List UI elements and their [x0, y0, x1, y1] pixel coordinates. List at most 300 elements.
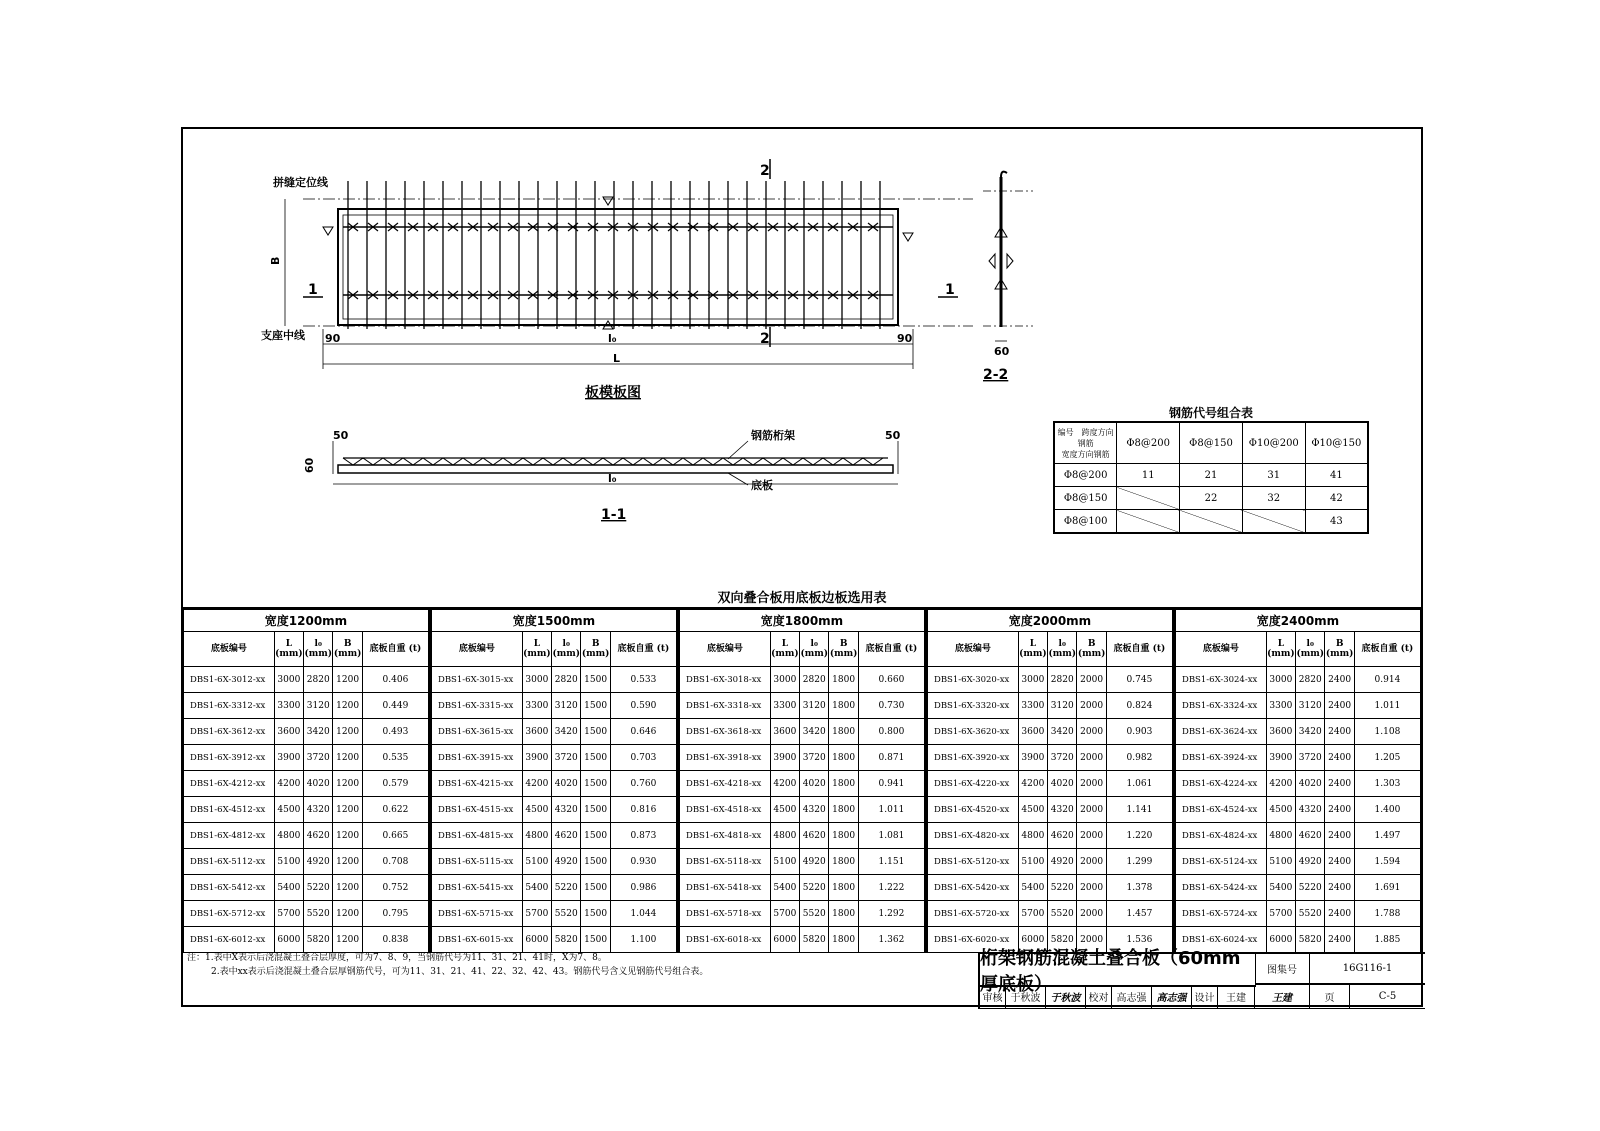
- table-cell: 5700: [522, 901, 551, 927]
- col-L: L (mm): [770, 632, 799, 667]
- table-cell: 3420: [1296, 719, 1325, 745]
- table-cell: 0.982: [1106, 745, 1172, 771]
- table-row: [928, 823, 1173, 849]
- table-cell: DBS1-6X-3020-xx: [928, 667, 1019, 693]
- table-row: [432, 875, 677, 901]
- truss-marks: [348, 223, 878, 299]
- table-cell: 1500: [581, 875, 610, 901]
- table-cell: 1.205: [1354, 745, 1420, 771]
- selection-table-group: [183, 609, 431, 953]
- group-title: 宽度1500mm: [432, 610, 677, 632]
- table-row: [1176, 849, 1421, 875]
- table-cell: 4920: [304, 849, 333, 875]
- table-cell: DBS1-6X-3012-xx: [184, 667, 275, 693]
- table-cell: 3600: [770, 719, 799, 745]
- table-cell: 3420: [304, 719, 333, 745]
- table-cell: 2000: [1077, 927, 1106, 953]
- table-cell: DBS1-6X-5120-xx: [928, 849, 1019, 875]
- table-cell: DBS1-6X-6015-xx: [432, 927, 523, 953]
- table-cell: 5520: [1296, 901, 1325, 927]
- rebar-cell: 21: [1180, 464, 1243, 487]
- dim-l0: l₀: [608, 332, 617, 345]
- table-cell: DBS1-6X-4824-xx: [1176, 823, 1267, 849]
- table-cell: 1.011: [858, 797, 924, 823]
- table-cell: 5520: [800, 901, 829, 927]
- rebar-cell-empty: [1117, 487, 1180, 510]
- table-cell: 3420: [552, 719, 581, 745]
- table-cell: 3000: [522, 667, 551, 693]
- rebar-col: Φ8@200: [1117, 422, 1180, 464]
- table-cell: 1.292: [858, 901, 924, 927]
- col-B: B (mm): [1325, 632, 1354, 667]
- table-cell: DBS1-6X-4520-xx: [928, 797, 1019, 823]
- rebar-row-label: Φ8@150: [1054, 487, 1117, 510]
- table-cell: 0.903: [1106, 719, 1172, 745]
- col-L: L (mm): [1266, 632, 1295, 667]
- table-cell: 3120: [1048, 693, 1077, 719]
- table-row: [680, 849, 925, 875]
- rebar-cell: 32: [1242, 487, 1305, 510]
- table-cell: 4500: [522, 797, 551, 823]
- table-cell: 3300: [274, 693, 303, 719]
- table-cell: 4800: [274, 823, 303, 849]
- table-cell: 0.795: [362, 901, 428, 927]
- table-cell: 1800: [829, 797, 858, 823]
- atlas-number: 16G116-1: [1310, 954, 1425, 985]
- table-cell: DBS1-6X-5124-xx: [1176, 849, 1267, 875]
- table-cell: 1500: [581, 849, 610, 875]
- rebar-corner: [1054, 422, 1117, 464]
- table-cell: 1500: [581, 771, 610, 797]
- table-cell: DBS1-6X-5115-xx: [432, 849, 523, 875]
- rebar-row-label: Φ8@200: [1054, 464, 1117, 487]
- table-cell: 6000: [770, 927, 799, 953]
- table-cell: 3120: [304, 693, 333, 719]
- selection-table: [183, 609, 429, 953]
- table-row: [1176, 745, 1421, 771]
- table-cell: 4320: [1048, 797, 1077, 823]
- note-1: 注：1.表中X表示后浇混凝土叠合层厚度，可为7、8、9，当钢筋代号为11、31、21、41时，X为7、8。: [187, 953, 607, 963]
- table-cell: DBS1-6X-5424-xx: [1176, 875, 1267, 901]
- table-cell: 4200: [1266, 771, 1295, 797]
- table-cell: 1500: [581, 693, 610, 719]
- table-cell: 2820: [304, 667, 333, 693]
- table-cell: 2400: [1325, 667, 1354, 693]
- note-2: 2.表中xx表示后浇混凝土叠合层厚钢筋代号，可为11、31、21、41、22、32、42、43。钢筋代号含义见钢筋代号组合表。: [211, 967, 709, 977]
- table-cell: 1.400: [1354, 797, 1420, 823]
- table-cell: 1.044: [610, 901, 676, 927]
- col-B: B (mm): [333, 632, 362, 667]
- table-cell: 2820: [552, 667, 581, 693]
- table-cell: 1.536: [1106, 927, 1172, 953]
- table-row: [928, 693, 1173, 719]
- table-cell: DBS1-6X-4215-xx: [432, 771, 523, 797]
- col-weight: 底板自重 (t): [1106, 632, 1172, 667]
- table-row: [1176, 875, 1421, 901]
- table-cell: 5220: [800, 875, 829, 901]
- table-row: [432, 849, 677, 875]
- plan-title: 板模板图: [585, 385, 641, 401]
- atlas-label: 图集号: [1255, 954, 1310, 985]
- table-cell: 0.986: [610, 875, 676, 901]
- table-row: [432, 719, 677, 745]
- table-cell: 2400: [1325, 745, 1354, 771]
- rebar-cell: 31: [1242, 464, 1305, 487]
- table-row: [680, 745, 925, 771]
- table-cell: 1200: [333, 745, 362, 771]
- table-row: [1176, 797, 1421, 823]
- table-cell: 3900: [1018, 745, 1047, 771]
- table-row: [680, 771, 925, 797]
- table-cell: DBS1-6X-4515-xx: [432, 797, 523, 823]
- table-row: [680, 927, 925, 953]
- col-B: B (mm): [581, 632, 610, 667]
- col-l0: l₀ (mm): [1048, 632, 1077, 667]
- table-cell: 0.622: [362, 797, 428, 823]
- dim-90-right: 90: [897, 332, 913, 345]
- rebar-corner-bottom: 宽度方向钢筋: [1061, 449, 1110, 459]
- table-row: [928, 771, 1173, 797]
- section-11-truss: [343, 458, 883, 465]
- table-cell: 2000: [1077, 823, 1106, 849]
- title-block: [978, 947, 1425, 1009]
- group-title: 宽度2400mm: [1176, 610, 1421, 632]
- table-cell: 1.885: [1354, 927, 1420, 953]
- table-cell: 6000: [274, 927, 303, 953]
- rebar-cell: 42: [1305, 487, 1368, 510]
- table-cell: 2400: [1325, 901, 1354, 927]
- table-cell: 0.708: [362, 849, 428, 875]
- table-cell: 5100: [274, 849, 303, 875]
- table-cell: 4800: [522, 823, 551, 849]
- table-cell: 5400: [770, 875, 799, 901]
- table-cell: 4500: [274, 797, 303, 823]
- table-cell: 0.579: [362, 771, 428, 797]
- rebar-cell: 22: [1180, 487, 1243, 510]
- table-row: [928, 667, 1173, 693]
- group-title: 宽度1200mm: [184, 610, 429, 632]
- table-cell: DBS1-6X-3920-xx: [928, 745, 1019, 771]
- selection-table-group: [927, 609, 1175, 953]
- selection-table: [431, 609, 677, 953]
- base-label: 底板: [751, 479, 773, 492]
- table-cell: DBS1-6X-4524-xx: [1176, 797, 1267, 823]
- table-cell: DBS1-6X-3624-xx: [1176, 719, 1267, 745]
- table-cell: 1.141: [1106, 797, 1172, 823]
- table-cell: 5220: [1296, 875, 1325, 901]
- table-cell: DBS1-6X-3324-xx: [1176, 693, 1267, 719]
- selection-table-group: [679, 609, 927, 953]
- table-cell: DBS1-6X-4512-xx: [184, 797, 275, 823]
- table-cell: 5400: [1018, 875, 1047, 901]
- table-cell: 5100: [522, 849, 551, 875]
- table-cell: 1800: [829, 849, 858, 875]
- table-cell: 3900: [274, 745, 303, 771]
- support-centerline-label: 支座中线: [261, 329, 305, 342]
- table-cell: 3720: [1296, 745, 1325, 771]
- table-cell: 2000: [1077, 771, 1106, 797]
- section-mark-1-right: 1: [945, 282, 955, 298]
- col-l0: l₀ (mm): [552, 632, 581, 667]
- table-cell: DBS1-6X-5724-xx: [1176, 901, 1267, 927]
- table-cell: 0.730: [858, 693, 924, 719]
- table-cell: 0.760: [610, 771, 676, 797]
- table-cell: 5700: [770, 901, 799, 927]
- table-cell: 5100: [770, 849, 799, 875]
- table-cell: DBS1-6X-4212-xx: [184, 771, 275, 797]
- table-cell: 5400: [1266, 875, 1295, 901]
- table-cell: 2820: [1048, 667, 1077, 693]
- table-cell: DBS1-6X-3915-xx: [432, 745, 523, 771]
- table-cell: 5520: [1048, 901, 1077, 927]
- table-cell: DBS1-6X-3612-xx: [184, 719, 275, 745]
- table-cell: 2000: [1077, 849, 1106, 875]
- col-weight: 底板自重 (t): [1354, 632, 1420, 667]
- table-cell: 4320: [800, 797, 829, 823]
- rebar-cell: 41: [1305, 464, 1368, 487]
- table-cell: DBS1-6X-3618-xx: [680, 719, 771, 745]
- reviewer-signature: 于秋波: [1046, 985, 1086, 1009]
- table-cell: 4620: [304, 823, 333, 849]
- table-cell: 2400: [1325, 849, 1354, 875]
- table-cell: 4620: [1296, 823, 1325, 849]
- table-cell: 4500: [1018, 797, 1047, 823]
- rebar-corner-top: 编号 跨度方向钢筋: [1057, 427, 1114, 448]
- table-cell: DBS1-6X-5718-xx: [680, 901, 771, 927]
- col-B: B (mm): [1077, 632, 1106, 667]
- section-mark-1-left: 1: [308, 282, 318, 298]
- col-L: L (mm): [522, 632, 551, 667]
- table-cell: 4320: [552, 797, 581, 823]
- table-cell: 1500: [581, 745, 610, 771]
- table-cell: 4020: [1048, 771, 1077, 797]
- rebar-cell-empty: [1117, 510, 1180, 534]
- table-cell: DBS1-6X-6024-xx: [1176, 927, 1267, 953]
- table-cell: 3300: [770, 693, 799, 719]
- selection-table: [927, 609, 1173, 953]
- table-row: [928, 797, 1173, 823]
- table-cell: 4920: [552, 849, 581, 875]
- table-cell: 1200: [333, 875, 362, 901]
- selection-table: [679, 609, 925, 953]
- dim-60-section22: 60: [994, 345, 1010, 358]
- table-cell: 1.457: [1106, 901, 1172, 927]
- table-cell: 5220: [1048, 875, 1077, 901]
- table-cell: 0.590: [610, 693, 676, 719]
- dim-60-section11: 60: [303, 457, 316, 473]
- table-cell: 3120: [800, 693, 829, 719]
- table-row: [1176, 823, 1421, 849]
- table-cell: 1.378: [1106, 875, 1172, 901]
- table-cell: 2400: [1325, 771, 1354, 797]
- table-cell: 3000: [274, 667, 303, 693]
- table-cell: 4800: [1266, 823, 1295, 849]
- table-cell: 4800: [770, 823, 799, 849]
- col-l0: l₀ (mm): [1296, 632, 1325, 667]
- table-cell: DBS1-6X-5118-xx: [680, 849, 771, 875]
- table-row: [1176, 667, 1421, 693]
- table-cell: 0.449: [362, 693, 428, 719]
- table-cell: 5820: [552, 927, 581, 953]
- section-22-title: 2-2: [983, 367, 1009, 383]
- table-cell: 6000: [1266, 927, 1295, 953]
- table-row: [432, 667, 677, 693]
- table-cell: 1200: [333, 823, 362, 849]
- table-cell: 1800: [829, 901, 858, 927]
- table-cell: 3600: [1018, 719, 1047, 745]
- rebar-cell-empty: [1180, 510, 1243, 534]
- table-cell: 1.151: [858, 849, 924, 875]
- table-row: [184, 901, 429, 927]
- table-cell: 2000: [1077, 693, 1106, 719]
- table-cell: 1.594: [1354, 849, 1420, 875]
- table-cell: 1200: [333, 901, 362, 927]
- table-row: [184, 693, 429, 719]
- dim-L: L: [613, 352, 621, 365]
- table-cell: 4320: [1296, 797, 1325, 823]
- table-row: [1176, 771, 1421, 797]
- table-cell: 3900: [770, 745, 799, 771]
- table-cell: 5400: [522, 875, 551, 901]
- table-cell: 4200: [274, 771, 303, 797]
- review-label: 审核: [980, 985, 1006, 1009]
- table-cell: DBS1-6X-5712-xx: [184, 901, 275, 927]
- rebar-col: Φ10@200: [1242, 422, 1305, 464]
- table-row: [184, 667, 429, 693]
- truss-label: 钢筋桁架: [751, 429, 795, 442]
- table-cell: 1.303: [1354, 771, 1420, 797]
- col-l0: l₀ (mm): [304, 632, 333, 667]
- table-cell: 3000: [770, 667, 799, 693]
- table-cell: DBS1-6X-4815-xx: [432, 823, 523, 849]
- table-cell: 0.703: [610, 745, 676, 771]
- page-number: C-5: [1350, 985, 1425, 1009]
- table-cell: 1200: [333, 693, 362, 719]
- table-cell: 0.800: [858, 719, 924, 745]
- rebar-cell: 43: [1305, 510, 1368, 534]
- table-cell: 4500: [1266, 797, 1295, 823]
- table-cell: 3600: [522, 719, 551, 745]
- table-cell: 1200: [333, 667, 362, 693]
- table-cell: DBS1-6X-3918-xx: [680, 745, 771, 771]
- table-cell: 5520: [304, 901, 333, 927]
- table-row: [432, 771, 677, 797]
- notes: [187, 951, 708, 979]
- table-cell: 1800: [829, 745, 858, 771]
- table-cell: 5100: [1266, 849, 1295, 875]
- col-code: 底板编号: [184, 632, 275, 667]
- table-cell: DBS1-6X-3024-xx: [1176, 667, 1267, 693]
- table-cell: 0.406: [362, 667, 428, 693]
- rebar-row-label: Φ8@100: [1054, 510, 1117, 534]
- selection-table: [1175, 609, 1421, 953]
- table-row: [1176, 901, 1421, 927]
- table-cell: 1200: [333, 849, 362, 875]
- table-cell: DBS1-6X-6020-xx: [928, 927, 1019, 953]
- table-cell: 6000: [522, 927, 551, 953]
- rebar-row: [1054, 464, 1368, 487]
- table-cell: DBS1-6X-6018-xx: [680, 927, 771, 953]
- table-row: [1176, 693, 1421, 719]
- table-cell: 2820: [1296, 667, 1325, 693]
- table-cell: 4320: [304, 797, 333, 823]
- table-cell: 2400: [1325, 797, 1354, 823]
- selection-table-group: [431, 609, 679, 953]
- selection-tables: [183, 607, 1421, 953]
- table-cell: 1.081: [858, 823, 924, 849]
- table-cell: 5820: [1296, 927, 1325, 953]
- table-cell: 2000: [1077, 797, 1106, 823]
- col-L: L (mm): [1018, 632, 1047, 667]
- col-code: 底板编号: [928, 632, 1019, 667]
- table-cell: 3120: [1296, 693, 1325, 719]
- dim-B: B: [269, 256, 282, 265]
- table-cell: 1800: [829, 693, 858, 719]
- table-cell: 5820: [1048, 927, 1077, 953]
- table-cell: 6000: [1018, 927, 1047, 953]
- table-row: [184, 745, 429, 771]
- table-row: [184, 927, 429, 953]
- table-cell: 5700: [274, 901, 303, 927]
- table-cell: 3720: [1048, 745, 1077, 771]
- table-cell: 1800: [829, 875, 858, 901]
- group-title: 宽度2000mm: [928, 610, 1173, 632]
- table-cell: 4020: [1296, 771, 1325, 797]
- table-cell: 0.660: [858, 667, 924, 693]
- table-cell: DBS1-6X-3318-xx: [680, 693, 771, 719]
- table-cell: 3720: [552, 745, 581, 771]
- rebar-row: [1054, 510, 1368, 534]
- table-row: [184, 719, 429, 745]
- table-cell: 5100: [1018, 849, 1047, 875]
- table-cell: 3300: [1018, 693, 1047, 719]
- table-cell: 4200: [770, 771, 799, 797]
- table-cell: DBS1-6X-4220-xx: [928, 771, 1019, 797]
- table-cell: 1800: [829, 667, 858, 693]
- table-cell: 4620: [1048, 823, 1077, 849]
- table-cell: 4920: [1048, 849, 1077, 875]
- table-cell: 5520: [552, 901, 581, 927]
- splice-line-label: 拼缝定位线: [273, 176, 328, 189]
- table-cell: DBS1-6X-3912-xx: [184, 745, 275, 771]
- table-cell: DBS1-6X-3018-xx: [680, 667, 771, 693]
- table-cell: 1.061: [1106, 771, 1172, 797]
- table-cell: 5700: [1266, 901, 1295, 927]
- table-cell: 4920: [800, 849, 829, 875]
- selection-table-group: [1175, 609, 1421, 953]
- table-cell: 1200: [333, 797, 362, 823]
- table-cell: DBS1-6X-5418-xx: [680, 875, 771, 901]
- col-l0: l₀ (mm): [800, 632, 829, 667]
- table-cell: 3420: [800, 719, 829, 745]
- col-L: L (mm): [274, 632, 303, 667]
- table-row: [680, 875, 925, 901]
- table-cell: DBS1-6X-3015-xx: [432, 667, 523, 693]
- table-cell: 2820: [800, 667, 829, 693]
- table-cell: 5220: [552, 875, 581, 901]
- table-cell: 3300: [522, 693, 551, 719]
- table-row: [680, 797, 925, 823]
- reviewer-name: 于秋波: [1006, 985, 1046, 1009]
- col-B: B (mm): [829, 632, 858, 667]
- table-row: [184, 875, 429, 901]
- table-row: [928, 901, 1173, 927]
- table-cell: 0.646: [610, 719, 676, 745]
- table-cell: DBS1-6X-5112-xx: [184, 849, 275, 875]
- table-cell: 3000: [1266, 667, 1295, 693]
- drawing-title: 桁架钢筋混凝土叠合板（60mm厚底板）: [980, 954, 1256, 987]
- col-weight: 底板自重 (t): [610, 632, 676, 667]
